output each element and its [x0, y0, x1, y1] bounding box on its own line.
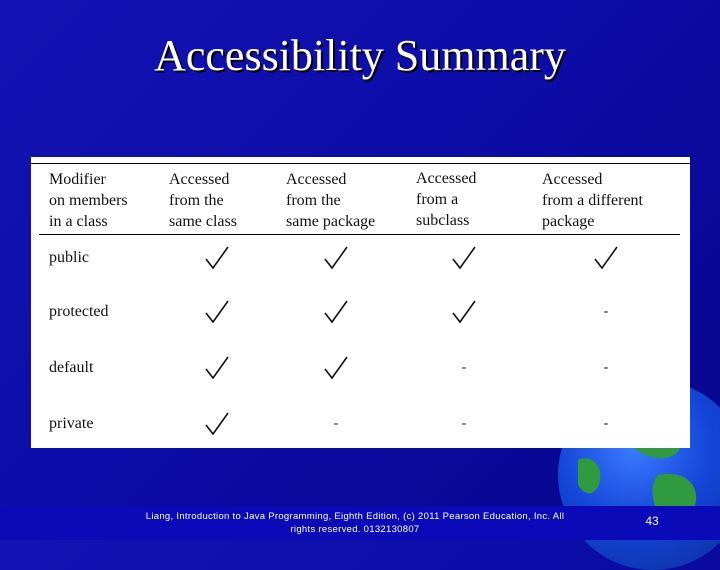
row-label-protected: protected	[49, 303, 109, 320]
dash-cell	[586, 297, 626, 327]
table-top-rule	[31, 163, 690, 164]
row-label-default: default	[49, 359, 94, 376]
dash-mark: -	[461, 360, 467, 375]
dash-cell	[444, 353, 484, 383]
dash-mark: -	[603, 360, 609, 375]
check-mark-icon	[444, 297, 484, 327]
check-mark-icon	[197, 297, 237, 327]
check-mark-icon	[197, 243, 237, 273]
header-subclass: Accessed from a subclass	[416, 170, 477, 229]
check-mark-icon	[316, 297, 356, 327]
dash-mark: -	[333, 416, 339, 431]
dash-mark: -	[603, 416, 609, 431]
header-modifier: Modifier on members in a class	[49, 171, 128, 230]
dash-cell	[586, 353, 626, 383]
check-mark-icon	[197, 353, 237, 383]
page-number: 43	[645, 514, 659, 528]
check-mark-icon	[316, 353, 356, 383]
row-label-public: public	[49, 249, 89, 266]
dash-mark: -	[603, 304, 609, 319]
slide-title: Accessibility Summary	[154, 31, 566, 80]
dash-cell	[444, 409, 484, 439]
header-same-package: Accessed from the same package	[286, 171, 376, 230]
header-different-package: Accessed from a different package	[542, 171, 643, 230]
check-mark-icon	[316, 243, 356, 273]
dash-cell	[586, 409, 626, 439]
accessibility-table	[31, 157, 690, 448]
check-mark-icon	[586, 243, 626, 273]
dash-cell	[316, 409, 356, 439]
row-label-private: private	[49, 415, 94, 432]
footer-line-1: Liang, Introduction to Java Programming, Eighth Edition, (c) 2011 Pearson Education, Inc. All	[145, 511, 565, 522]
footer-line-2: rights reserved. 0132130807	[290, 524, 420, 535]
dash-mark: -	[461, 416, 467, 431]
header-same-class: Accessed from the same class	[169, 171, 237, 230]
check-mark-icon	[197, 409, 237, 439]
check-mark-icon	[444, 243, 484, 273]
footer-copyright	[140, 510, 570, 536]
header-bottom-rule	[39, 234, 680, 235]
